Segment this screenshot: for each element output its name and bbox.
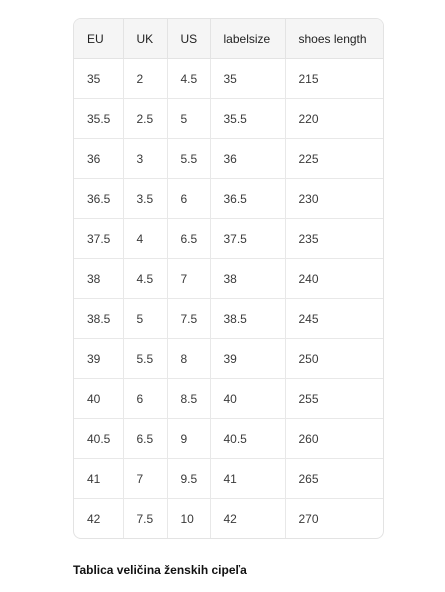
cell-labelsize: 42 — [210, 499, 285, 539]
cell-uk: 2.5 — [123, 99, 167, 139]
cell-labelsize: 40 — [210, 379, 285, 419]
cell-uk: 2 — [123, 59, 167, 99]
table-row — [74, 419, 383, 459]
cell-eu: 37.5 — [74, 219, 123, 259]
table-caption: Tablica veličina ženskih cipeľa — [73, 563, 247, 577]
cell-labelsize: 39 — [210, 339, 285, 379]
table-row — [74, 179, 383, 219]
cell-uk: 7 — [123, 459, 167, 499]
size-table-header — [74, 19, 383, 59]
cell-us: 8.5 — [167, 379, 210, 419]
cell-labelsize: 37.5 — [210, 219, 285, 259]
cell-shoes-length: 225 — [285, 139, 383, 179]
size-table-container — [73, 18, 384, 539]
cell-labelsize: 38.5 — [210, 299, 285, 339]
cell-labelsize: 36 — [210, 139, 285, 179]
cell-shoes-length: 235 — [285, 219, 383, 259]
cell-us: 7.5 — [167, 299, 210, 339]
cell-eu: 36 — [74, 139, 123, 179]
cell-eu: 35 — [74, 59, 123, 99]
size-table-body — [74, 59, 383, 539]
cell-shoes-length: 240 — [285, 259, 383, 299]
table-row — [74, 379, 383, 419]
header-eu: EU — [74, 19, 123, 59]
cell-uk: 5.5 — [123, 339, 167, 379]
cell-labelsize: 35.5 — [210, 99, 285, 139]
cell-shoes-length: 250 — [285, 339, 383, 379]
cell-shoes-length: 270 — [298, 511, 319, 526]
cell-us: 5 — [167, 99, 210, 139]
table-row — [74, 139, 383, 179]
cell-shoes-length: 220 — [285, 99, 383, 139]
cell-labelsize: 38 — [210, 259, 285, 299]
cell-us: 5.5 — [167, 139, 210, 179]
table-row — [74, 299, 383, 339]
table-row — [74, 59, 383, 99]
cell-labelsize: 35 — [210, 59, 285, 99]
cell-eu: 39 — [74, 339, 123, 379]
cell-shoes-length: 265 — [285, 459, 383, 499]
cell-eu: 38 — [74, 259, 123, 299]
header-shoes-length: shoes length — [285, 19, 383, 59]
table-row — [74, 99, 383, 139]
cell-eu: 35.5 — [74, 99, 123, 139]
header-us: US — [167, 19, 210, 59]
cell-shoes-length: 245 — [285, 299, 383, 339]
cell-us: 10 — [167, 499, 210, 539]
cell-uk: 4.5 — [123, 259, 167, 299]
cell-labelsize: 36.5 — [210, 179, 285, 219]
cell-shoes-length: 215 — [285, 59, 383, 99]
cell-us: 8 — [167, 339, 210, 379]
table-row — [74, 259, 383, 299]
cell-labelsize: 41 — [210, 459, 285, 499]
cell-us: 9.5 — [167, 459, 210, 499]
cell-shoes-length: 260 — [285, 419, 383, 459]
cell-eu: 40 — [74, 379, 123, 419]
cell-eu: 38.5 — [74, 299, 123, 339]
size-table — [74, 19, 383, 538]
table-row — [74, 219, 383, 259]
cell-uk: 3.5 — [123, 179, 167, 219]
table-row — [74, 339, 383, 379]
cell-eu: 36.5 — [74, 179, 123, 219]
cell-uk: 3 — [123, 139, 167, 179]
cell-labelsize: 40.5 — [210, 419, 285, 459]
cell-shoes-length: 230 — [285, 179, 383, 219]
cell-us: 4.5 — [167, 59, 210, 99]
cell-uk: 6 — [123, 379, 167, 419]
cell-uk: 6.5 — [123, 419, 167, 459]
header-labelsize: labelsize — [210, 19, 285, 59]
cell-shoes-length: 255 — [285, 379, 383, 419]
cell-us: 6.5 — [167, 219, 210, 259]
cell-us: 9 — [167, 419, 210, 459]
table-row — [74, 499, 383, 539]
table-row — [74, 459, 383, 499]
header-uk: UK — [123, 19, 167, 59]
cell-uk: 5 — [123, 299, 167, 339]
cell-eu: 40.5 — [74, 419, 123, 459]
cell-uk: 7.5 — [123, 499, 167, 539]
cell-us: 6 — [167, 179, 210, 219]
cell-uk: 4 — [123, 219, 167, 259]
cell-eu: 41 — [74, 459, 123, 499]
cell-eu: 42 — [74, 499, 123, 539]
header-row — [74, 19, 383, 59]
cell-us: 7 — [167, 259, 210, 299]
